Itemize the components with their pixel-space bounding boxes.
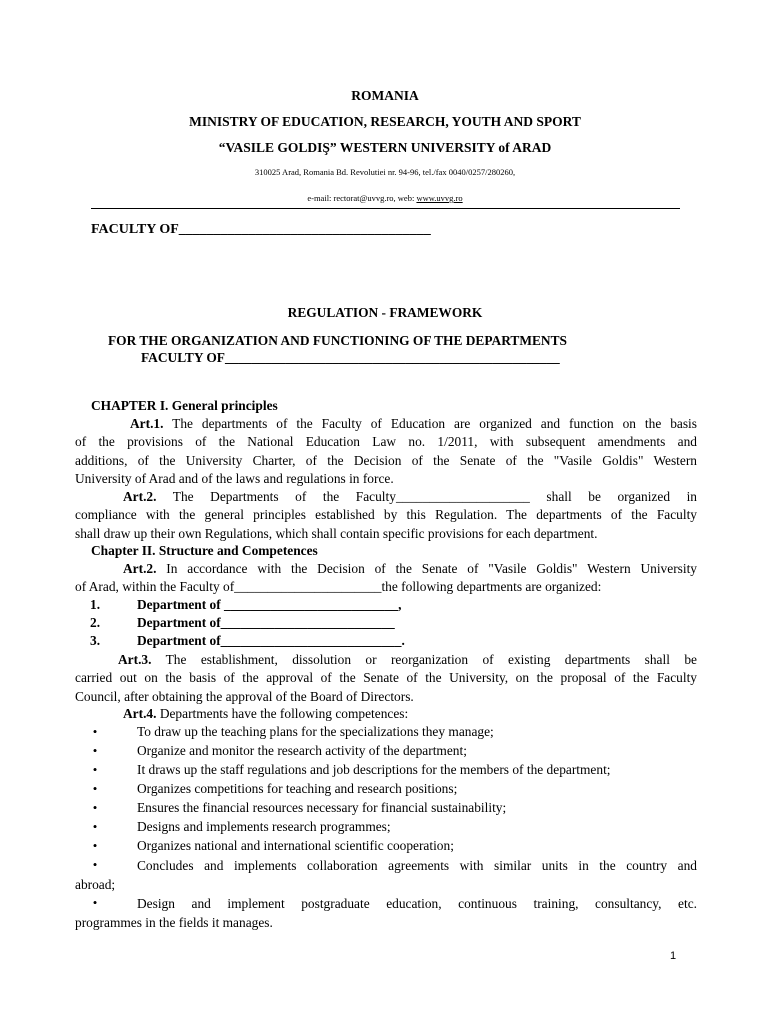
art4-label: Art.4. [123, 706, 157, 721]
chapter2-article-2 [75, 560, 697, 597]
competence-1: To draw up the teaching plans for the specializations they manage; [137, 724, 494, 739]
art4-text: Departments have the following competences: [156, 706, 409, 721]
art2-label: Art.2. [123, 489, 157, 504]
header-address: 310025 Arad, Romania Bd. Revolutiei nr. 94-96, tel./fax 0040/0257/280260, [254, 167, 516, 177]
header-email: e-mail: rectorat@uvvg.ro, web: [307, 193, 417, 203]
competence-9-line-1: Design and implement postgraduate education, continuous training, consultancy, etc. [137, 896, 697, 911]
title-line2: FOR THE ORGANIZATION AND FUNCTIONING OF THE DEPARTMENTS [108, 333, 567, 348]
bullet-icon: • [92, 895, 98, 910]
competence-8-line-2: abroad; [75, 877, 116, 892]
department-3-number: 3. [90, 633, 101, 648]
header-divider [91, 208, 680, 209]
art2-line-2: compliance with the general principles established by this Regulation. The departments of the Faculty [75, 507, 697, 523]
article-1 [75, 415, 697, 488]
chapter2-heading: Chapter II. Structure and Competences [91, 543, 318, 558]
competence-7: Organizes national and international scientific cooperation; [137, 838, 454, 853]
bullet-icon: • [92, 724, 98, 739]
department-2-text: Department of__________________________ [137, 615, 395, 630]
bullet-icon: • [92, 819, 98, 834]
art3-line-2: carried out on the basis of the approval of the Senate of the University, on the proposal of the Faculty [75, 670, 697, 686]
article-3 [75, 651, 697, 706]
ch2-art2-label: Art.2. [123, 561, 157, 576]
art1-line-2: of the provisions of the National Education Law no. 1/2011, with subsequent amendments and [75, 434, 697, 450]
article-4 [123, 705, 408, 723]
competence-3: It draws up the staff regulations and job descriptions for the members of the department; [137, 762, 611, 777]
department-1-number: 1. [90, 597, 101, 612]
art3-line-1: Art.3. The establishment, dissolution or reorganization of existing departments shall be [118, 652, 697, 667]
art3-label: Art.3. [118, 652, 152, 667]
competence-8-line-1: Concludes and implements collaboration agreements with similar units in the country and [137, 858, 697, 873]
header-web-link[interactable]: www.uvvg.ro [416, 193, 463, 203]
art1-line-3: additions, of the University Charter, of the Decision of the Senate of the "Vasile Goldis" Western [75, 452, 697, 468]
competence-4: Organizes competitions for teaching and research positions; [137, 781, 458, 796]
bullet-icon: • [92, 800, 98, 815]
art1-label: Art.1. [130, 416, 164, 431]
bullet-icon: • [92, 838, 98, 853]
chapter1-heading: CHAPTER I. General principles [91, 398, 278, 413]
art3-line-3: Council, after obtaining the approval of the Board of Directors. [75, 688, 414, 704]
header-university: “VASILE GOLDIŞ” WESTERN UNIVERSITY of ARAD [218, 140, 552, 155]
ch2-art2-line-1: Art.2. In accordance with the Decision of the Senate of "Vasile Goldis" Western University [123, 561, 697, 576]
art1-line-4: University of Arad and of the laws and regulations in force. [75, 470, 394, 486]
article-2 [75, 488, 697, 543]
competence-6: Designs and implements research programmes; [137, 819, 391, 834]
art2-line-1: Art.2. The Departments of the Faculty____________________ shall be organized in [123, 489, 697, 504]
bullet-icon: • [92, 743, 98, 758]
art2-line-3: shall draw up their own Regulations, which shall contain specific provisions for each department. [75, 525, 598, 541]
ch2-art2-line-2: of Arad, within the Faculty of______________________the following departments are organized: [75, 579, 602, 595]
bullet-icon: • [92, 781, 98, 796]
competence-5: Ensures the financial resources necessary for financial sustainability; [137, 800, 507, 815]
faculty-line: FACULTY OF____________________________________ [91, 222, 431, 237]
department-3-text: Department of___________________________. [137, 633, 405, 648]
competence-2: Organize and monitor the research activity of the department; [137, 743, 467, 758]
title-line3: FACULTY OF__________________________________________________ [141, 350, 560, 365]
art1-line-1: Art.1. The departments of the Faculty of Education are organized and function on the basis [130, 416, 697, 431]
bullet-icon: • [92, 857, 98, 872]
page-number: 1 [670, 950, 677, 962]
title-line1: REGULATION - FRAMEWORK [287, 305, 483, 320]
bullet-icon: • [92, 762, 98, 777]
competence-8 [137, 857, 697, 875]
header-contact [0, 193, 770, 203]
header-ministry: MINISTRY OF EDUCATION, RESEARCH, YOUTH AND SPORT [189, 114, 581, 129]
competence-9 [137, 895, 697, 913]
department-2-number: 2. [90, 615, 101, 630]
department-1-text: Department of __________________________, [137, 597, 402, 612]
header-country: ROMANIA [351, 88, 419, 103]
competence-9-line-2: programmes in the fields it manages. [75, 915, 273, 930]
